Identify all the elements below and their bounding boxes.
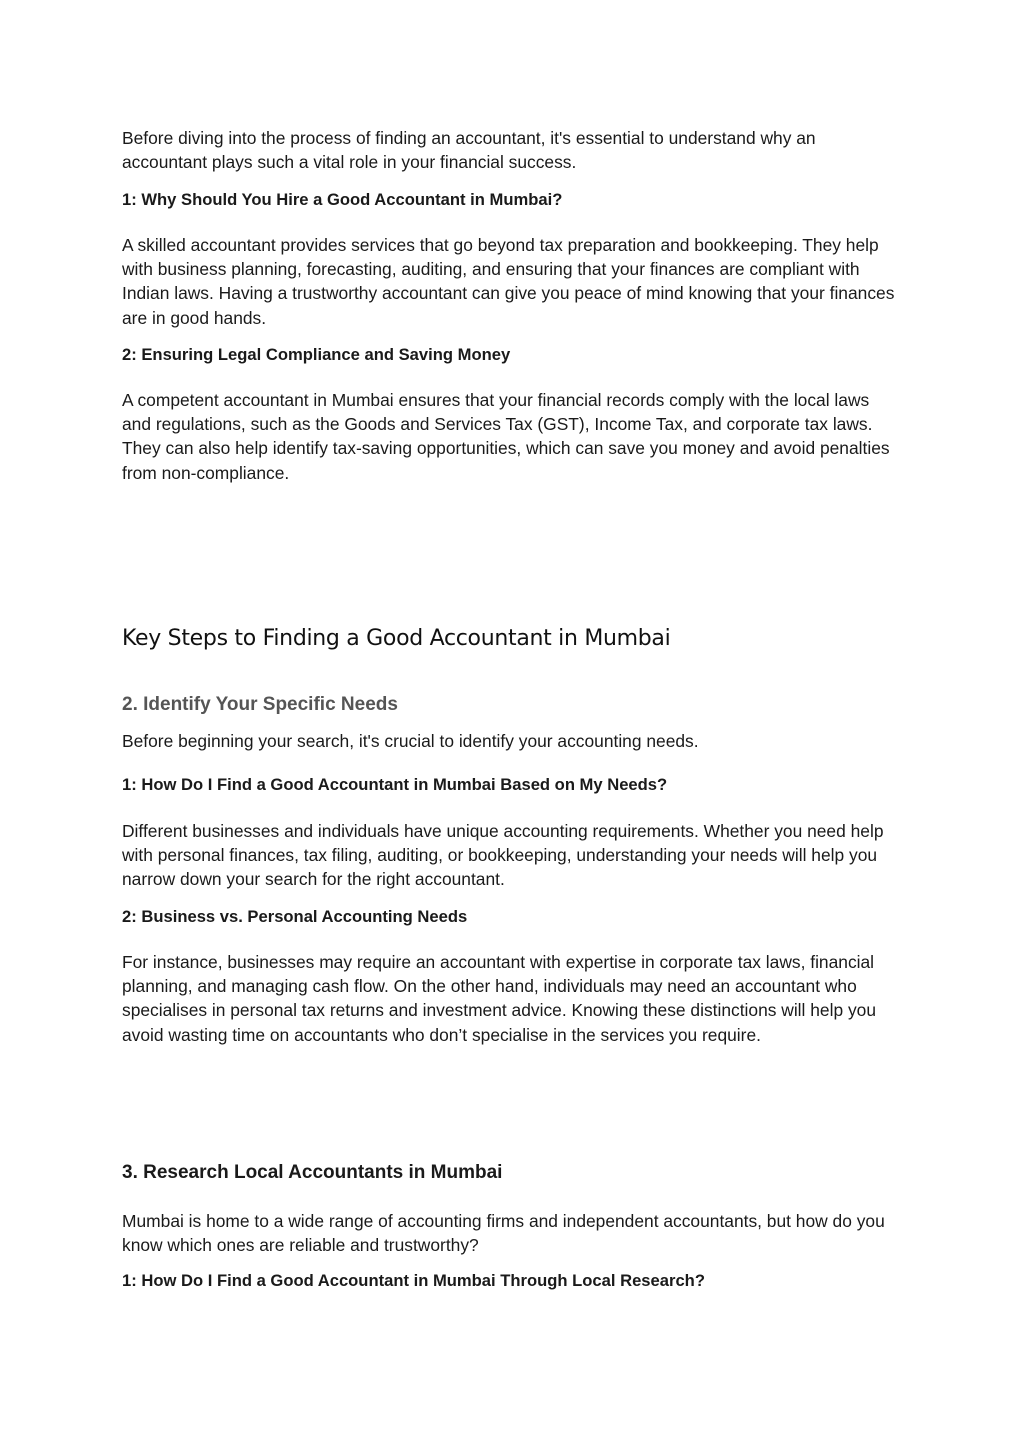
needs-based-heading: 1: How Do I Find a Good Accountant in Mumbai Based on My Needs?: [122, 775, 668, 794]
business-vs-personal-paragraph: For instance, businesses may require an accountant with expertise in corporate tax laws, financial planning, and managing cash flow. On the other hand, individuals may need an accountant who specialises in personal tax returns and investment advice. Knowing these distinctions will help you avoid wasting time on accountants who don’t specialise in the services you require.: [122, 952, 876, 1045]
key-steps-title: Key Steps to Finding a Good Accountant in Mumbai: [122, 626, 671, 651]
research-heading: 3. Research Local Accountants in Mumbai: [122, 1162, 503, 1183]
why-hire-paragraph: A skilled accountant provides services that go beyond tax preparation and bookkeeping. They help with business planning, forecasting, auditing, and ensuring that your finances are compliant with Indian laws. Having a trustworthy accountant can give you peace of mind knowing that your finances are in good hands.: [122, 235, 895, 328]
why-hire-heading: 1: Why Should You Hire a Good Accountant in Mumbai?: [122, 190, 563, 209]
local-research-heading: 1: How Do I Find a Good Accountant in Mumbai Through Local Research?: [122, 1271, 705, 1290]
identify-needs-heading: 2. Identify Your Specific Needs: [122, 694, 398, 715]
identify-needs-intro: Before beginning your search, it's crucial to identify your accounting needs.: [122, 731, 699, 751]
needs-based-paragraph: Different businesses and individuals have unique accounting requirements. Whether you need help with personal finances, tax filing, auditing, or bookkeeping, understanding your needs will help you narrow down your search for the right accountant.: [122, 821, 884, 890]
business-vs-personal-heading: 2: Business vs. Personal Accounting Needs: [122, 907, 468, 926]
legal-compliance-heading: 2: Ensuring Legal Compliance and Saving Money: [122, 345, 511, 364]
intro-paragraph: Before diving into the process of finding an accountant, it's essential to understand why an accountant plays such a vital role in your financial success.: [122, 128, 816, 173]
research-intro: Mumbai is home to a wide range of accounting firms and independent accountants, but how do you know which ones are reliable and trustworthy?: [122, 1211, 885, 1256]
legal-compliance-paragraph: A competent accountant in Mumbai ensures that your financial records comply with the local laws and regulations, such as the Goods and Services Tax (GST), Income Tax, and corporate tax laws. They can also help identify tax-saving opportunities, which can save you money and avoid penalties from non-compliance.: [122, 390, 890, 483]
